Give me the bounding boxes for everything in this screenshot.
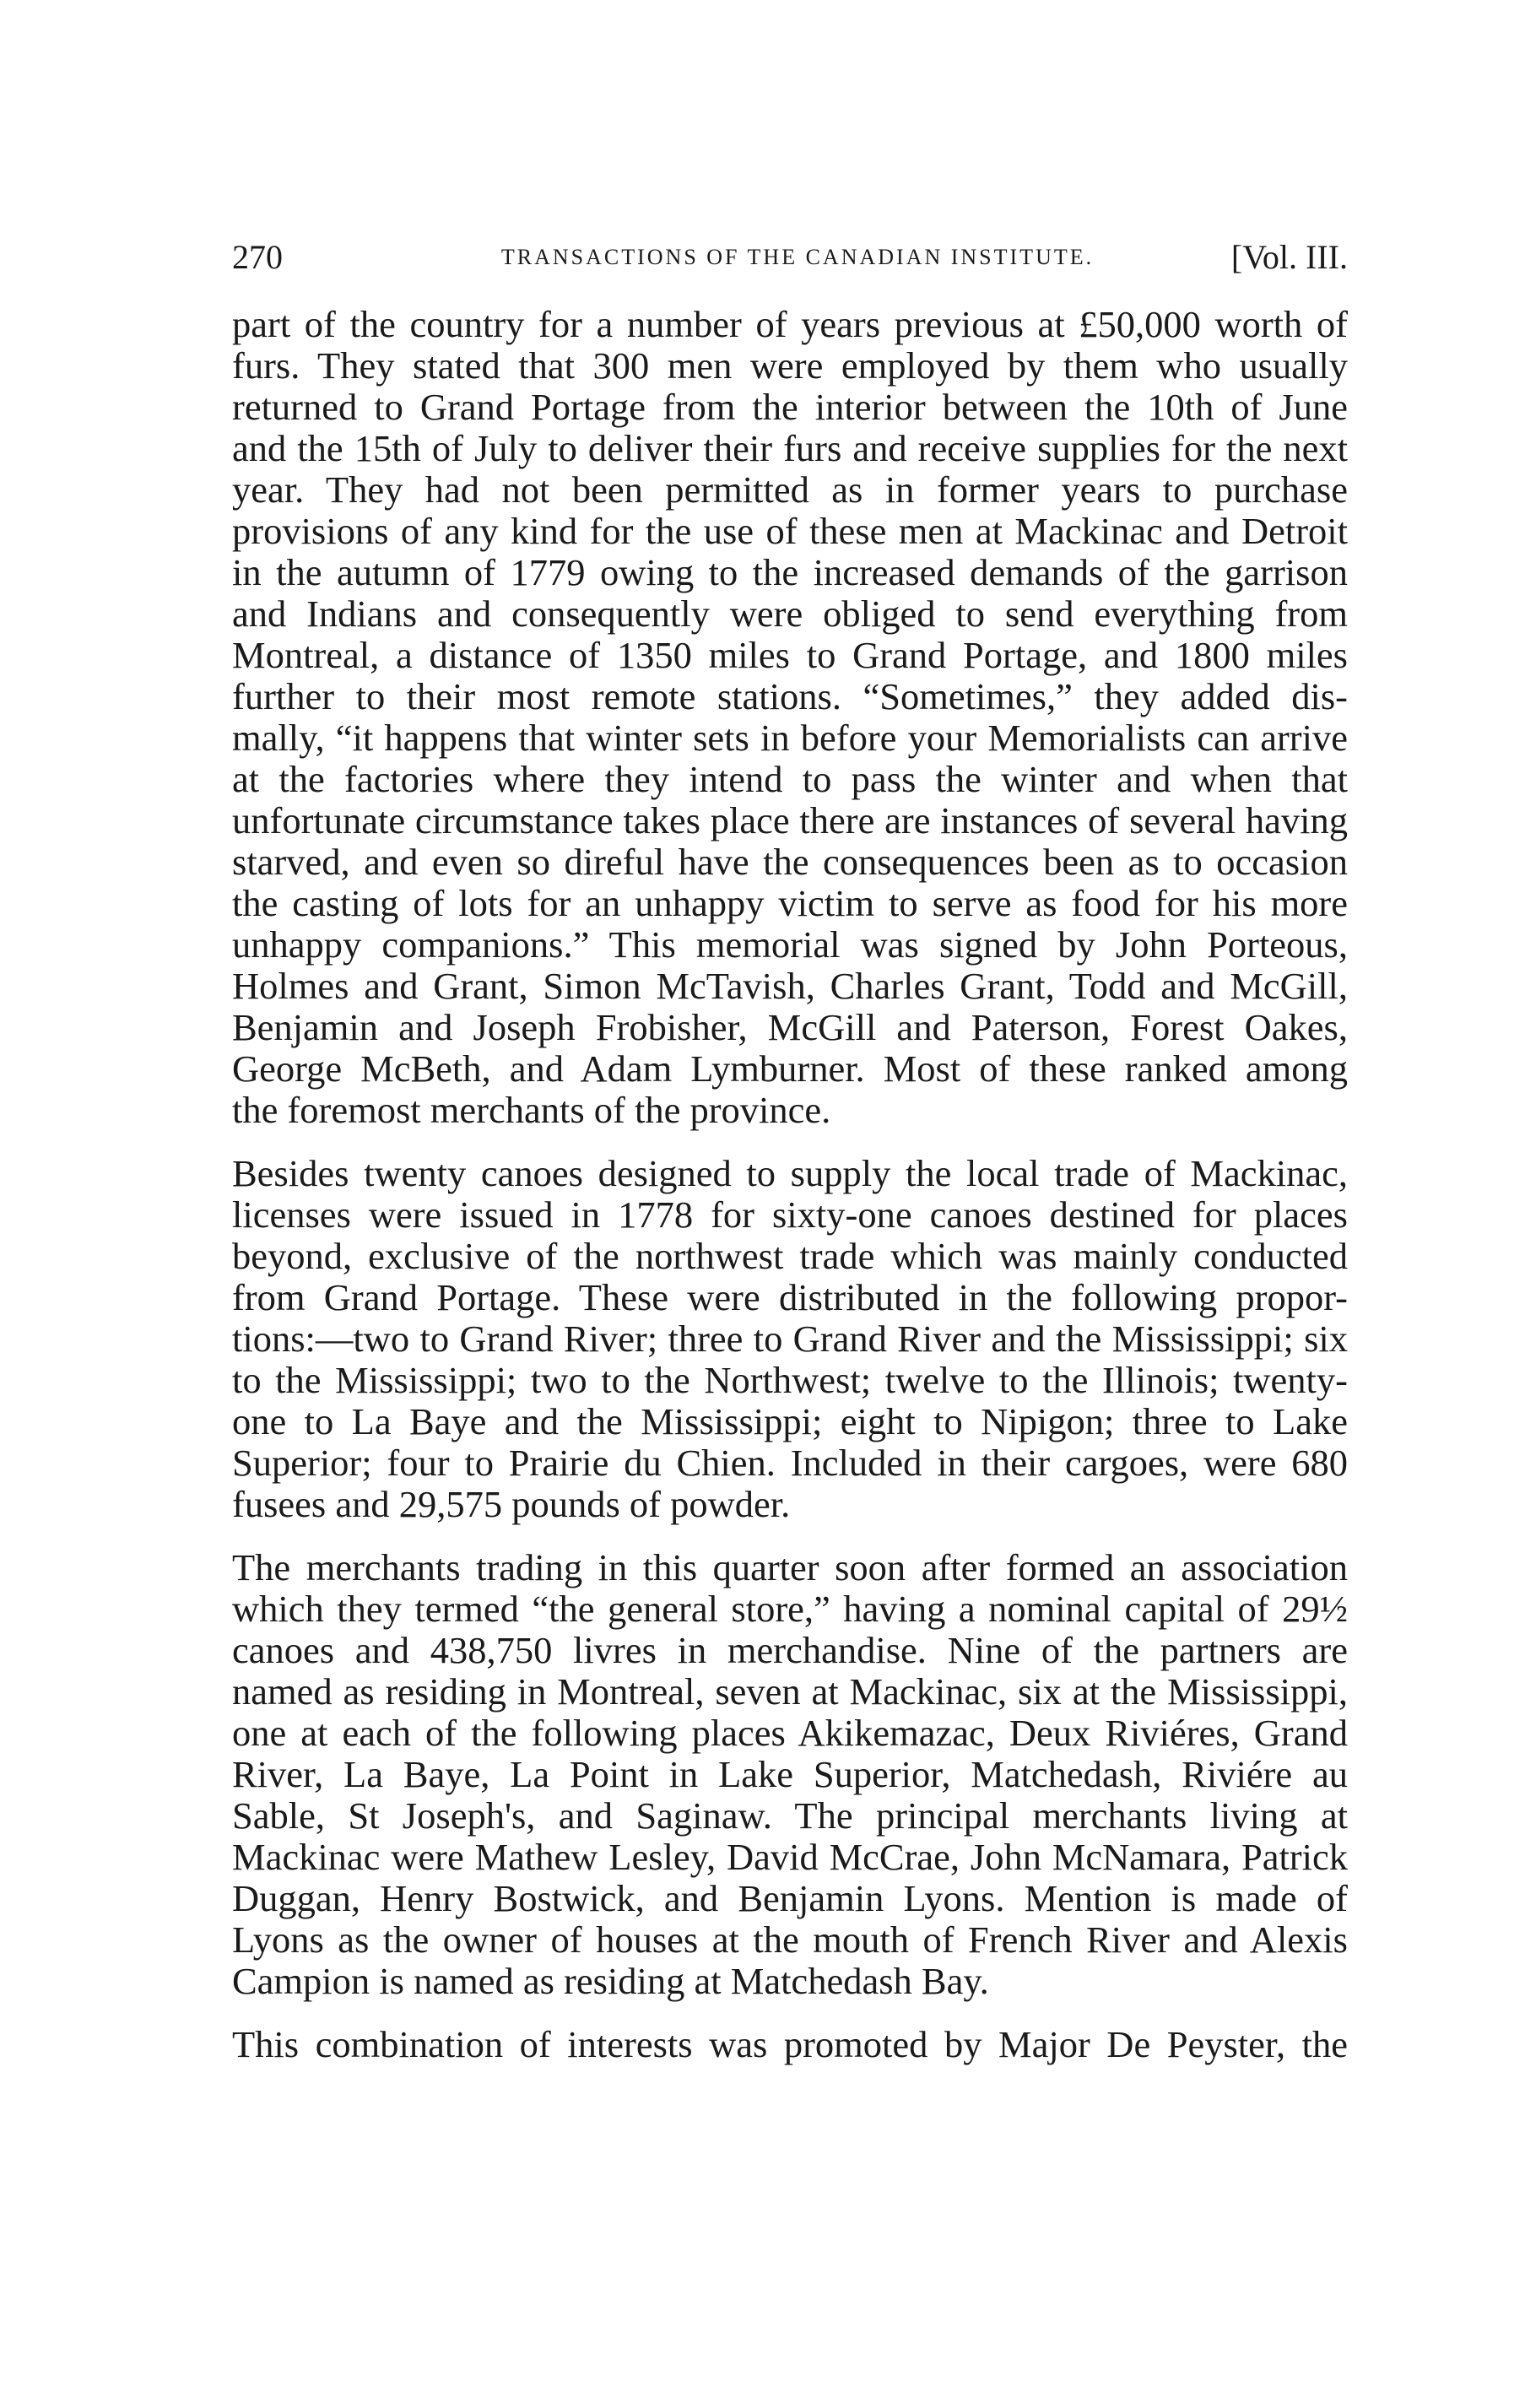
text-line: unhappy companions.” This memorial was signed by John Porteous, [232,923,1348,966]
text-line: unfortunate circumstance takes place there are instances of several having [232,799,1348,841]
text-line: River, La Baye, La Point in Lake Superior, Matchedash, Riviére au [232,1753,1348,1795]
text-line: fusees and 29,575 pounds of powder. [232,1483,791,1525]
text-line: the foremost merchants of the province. [232,1089,831,1131]
text-line: The merchants trading in this quarter soon after formed an association [232,1546,1348,1588]
text-line: canoes and 438,750 livres in merchandise. Nine of the partners are [232,1629,1348,1671]
text-line: year. They had not been permitted as in former years to purchase [232,468,1348,511]
text-line: Sable, St Joseph's, and Saginaw. The principal merchants living at [232,1794,1348,1837]
text-line: Besides twenty canoes designed to supply the local trade of Mackinac, [232,1152,1348,1194]
text-line: further to their most remote stations. “Sometimes,” they added dis- [232,675,1348,717]
text-line: and Indians and consequently were obliged to send everything from [232,593,1348,635]
text-line: tions:—two to Grand River; three to Grand River and the Mississippi; six [232,1318,1348,1360]
text-line: starved, and even so direful have the consequences been as to occasion [232,841,1348,883]
text-line: returned to Grand Portage from the interior between the 10th of June [232,386,1348,428]
paragraph-4 [232,2024,1348,2065]
text-line: from Grand Portage. These were distributed in the following propor- [232,1276,1348,1318]
text-line: This combination of interests was promoted by Major De Peyster, the [232,2023,1348,2065]
text-line: and the 15th of July to deliver their furs and receive supplies for the next [232,427,1348,469]
text-line: which they termed “the general store,” having a nominal capital of 29½ [232,1588,1348,1630]
journal-title: TRANSACTIONS OF THE CANADIAN INSTITUTE. [500,245,1095,269]
text-line: Mackinac were Mathew Lesley, David McCrae, John McNamara, Patrick [232,1836,1348,1878]
text-line: George McBeth, and Adam Lymburner. Most of these ranked among [232,1047,1348,1090]
text-line: Benjamin and Joseph Frobisher, McGill and Paterson, Forest Oakes, [232,1006,1348,1048]
text-line: to the Mississippi; two to the Northwest; twelve to the Illinois; twenty- [232,1359,1348,1401]
text-line: beyond, exclusive of the northwest trade which was mainly conducted [232,1235,1348,1277]
text-line: at the factories where they intend to pass the winter and when that [232,758,1348,800]
body-text [232,304,1348,2065]
text-line: the casting of lots for an unhappy victim to serve as food for his more [232,882,1348,924]
text-line: named as residing in Montreal, seven at Mackinac, six at the Mississippi, [232,1670,1348,1713]
volume-label: [Vol. III. [1230,238,1348,276]
text-line: Campion is named as residing at Matchedash Bay. [232,1960,989,2002]
text-line: licenses were issued in 1778 for sixty-one canoes destined for places [232,1193,1348,1236]
text-line: Duggan, Henry Bostwick, and Benjamin Lyons. Mention is made of [232,1877,1348,1919]
paragraph-2 [232,1153,1348,1525]
text-line: Superior; four to Prairie du Chien. Included in their cargoes, were 680 [232,1442,1348,1484]
running-head [232,232,1348,283]
text-line: part of the country for a number of years previous at £50,000 worth of [232,303,1348,345]
text-line: one to La Baye and the Mississippi; eight to Nipigon; three to Lake [232,1400,1348,1442]
text-line: in the autumn of 1779 owing to the increased demands of the garrison [232,551,1348,593]
text-line: furs. They stated that 300 men were employed by them who usually [232,344,1348,387]
paragraph-1 [232,304,1348,1131]
text-line: Holmes and Grant, Simon McTavish, Charles Grant, Todd and McGill, [232,965,1348,1007]
page-number: 270 [232,238,283,276]
paragraph-3 [232,1547,1348,2002]
text-line: provisions of any kind for the use of these men at Mackinac and Detroit [232,510,1348,552]
text-line: one at each of the following places Akikemazac, Deux Riviéres, Grand [232,1712,1348,1754]
text-line: Lyons as the owner of houses at the mouth of French River and Alexis [232,1918,1348,1961]
text-line: mally, “it happens that winter sets in before your Memorialists can arrive [232,717,1348,759]
text-line: Montreal, a distance of 1350 miles to Grand Portage, and 1800 miles [232,634,1348,676]
